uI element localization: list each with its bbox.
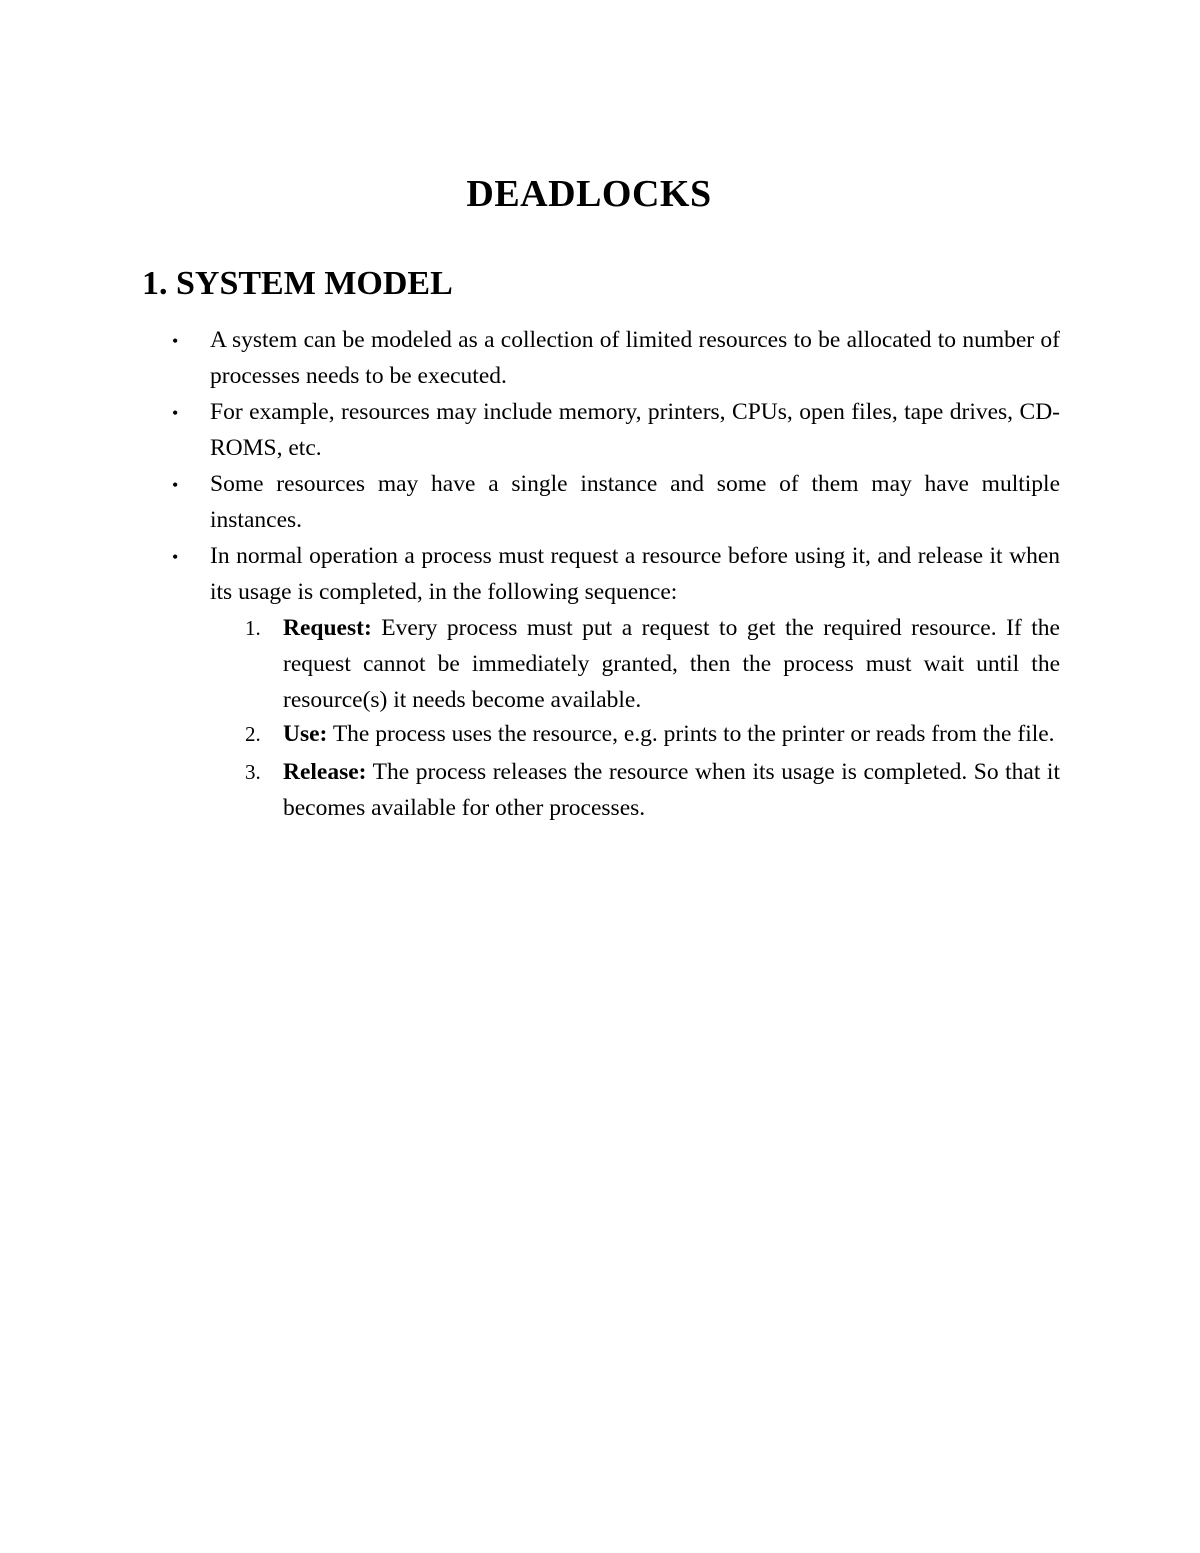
- step-text: Every process must put a request to get the required resource. If the request cannot be immediately granted, then the process must wait until the resource(s) it needs become available.: [283, 615, 1060, 713]
- numbered-steps-list: [210, 610, 1060, 826]
- list-item: [172, 466, 1060, 538]
- step-item-use: [245, 721, 1060, 748]
- bullet-list: [172, 322, 1060, 826]
- step-text: The process uses the resource, e.g. prints to the printer or reads from the file.: [327, 721, 1055, 747]
- bullet-icon: •: [172, 331, 179, 351]
- document-title: DEADLOCKS: [466, 173, 712, 215]
- step-term: Use:: [283, 721, 328, 747]
- step-number: 3.: [245, 760, 261, 784]
- section-heading: 1. SYSTEM MODEL: [142, 265, 453, 302]
- step-term: Release:: [283, 759, 367, 785]
- list-item: [172, 538, 1060, 826]
- step-item-release: [245, 754, 1060, 826]
- step-text: The process releases the resource when its usage is completed. So that it becomes available for other processes.: [283, 759, 1060, 821]
- bullet-icon: •: [172, 547, 179, 567]
- bullet-icon: •: [172, 475, 179, 495]
- step-item-request: [245, 610, 1060, 718]
- bullet-text: For example, resources may include memory, printers, CPUs, open files, tape drives, CD-ROMS, etc.: [210, 399, 1060, 461]
- bullet-text: A system can be modeled as a collection of limited resources to be allocated to number of processes needs to be executed.: [210, 327, 1060, 389]
- step-term: Request:: [283, 615, 372, 641]
- list-item: [172, 322, 1060, 394]
- list-item: [172, 394, 1060, 466]
- step-number: 2.: [245, 722, 261, 746]
- bullet-icon: •: [172, 403, 179, 423]
- step-number: 1.: [245, 616, 261, 640]
- bullet-text: Some resources may have a single instance and some of them may have multiple instances.: [210, 471, 1060, 533]
- bullet-text: In normal operation a process must request a resource before using it, and release it when its usage is completed, in the following sequence:: [210, 543, 1060, 605]
